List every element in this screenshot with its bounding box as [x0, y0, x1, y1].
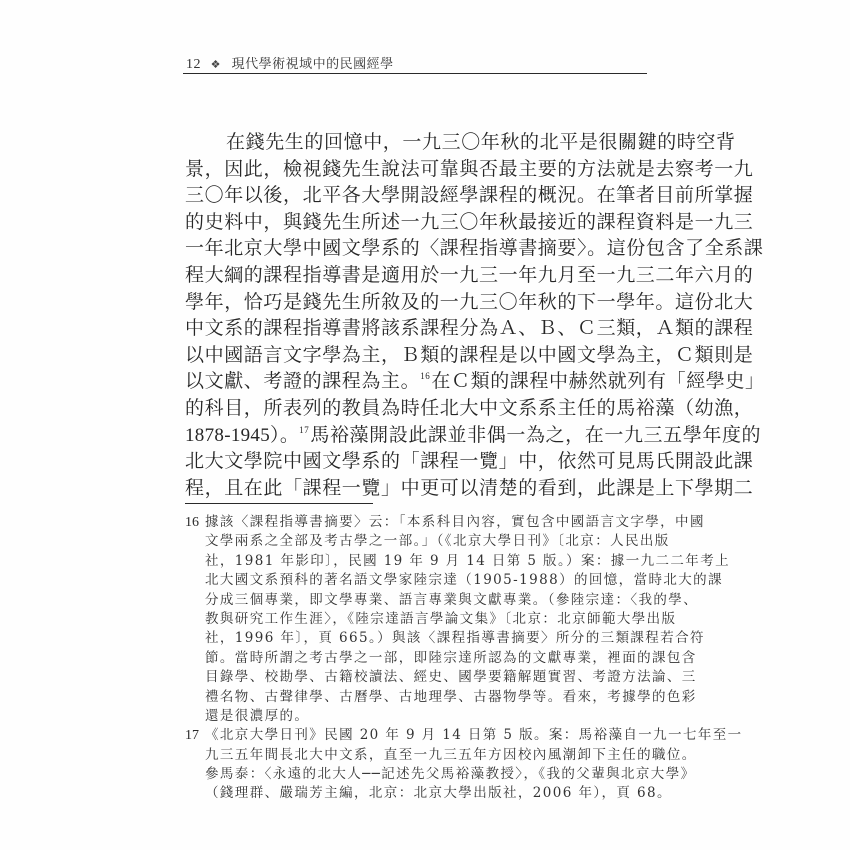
body-line: 在錢先生的回憶中，一九三〇年秋的北平是很關鍵的時空背: [226, 131, 736, 153]
footnote-number: 16: [185, 515, 199, 530]
body-line: 學年，恰巧是錢先生所敘及的一九三〇年秋的下一學年。這份北大: [185, 290, 754, 313]
body-text-segment: 1878-1945）。: [185, 424, 300, 446]
running-head: [186, 57, 394, 73]
footnote-text: 《北京大學日刊》民國 20 年 9 月 14 日第 5 版。案：馬裕藻自一九一七年至一: [205, 727, 743, 744]
body-paragraph: [185, 129, 765, 501]
footnote-17-line: 九三五年間長北大中文系，直至一九三五年方因校內風潮卸下主任的職位。: [205, 746, 697, 763]
body-text-segment: 以文獻、考證的課程為主。: [185, 370, 421, 393]
footnote-16-line: 目錄學、校勘學、古籍校讀法、經史、國學要籍解題實習、考證方法論、三: [205, 669, 697, 686]
body-line: 三〇年以後，北平各大學開設經學課程的概況。在筆者目前所掌握: [185, 184, 754, 207]
footnote-number: 17: [185, 728, 199, 744]
body-line-with-footnote-ref: [185, 422, 762, 449]
body-text-segment: 在Ｃ類的課程中赫然就列有「經學史」: [431, 370, 765, 393]
body-line: 一年北京大學中國文學系的〈課程指導書摘要〉。這份包含了全系課: [185, 237, 764, 260]
footnote-16-line: 社，1981 年影印〕，民國 19 年 9 月 14 日第 5 版。）案：據一九二二年考上: [205, 552, 731, 569]
footnote-17-line: [185, 726, 743, 745]
footnote-separator: [185, 503, 373, 504]
ornament-icon: ❖: [210, 58, 222, 71]
footnote-16-line: 禮名物、古聲律學、古曆學、古地理學、古器物學等。看來，考據學的色彩: [205, 688, 697, 705]
body-line: 北大文學院中國文學系的「課程一覽」中，依然可見馬氏開設此課: [185, 450, 754, 473]
body-line: 以中國語言文字學為主，Ｂ類的課程是以中國文學為主，Ｃ類則是: [185, 343, 754, 366]
footnote-text: 據該〈課程指導書摘要〉云：「本系科目內容，實包含中國語言文字學，中國: [205, 514, 705, 530]
body-line: 中文系的課程指導書將該系課程分為Ａ、Ｂ、Ｃ三類，Ａ類的課程: [185, 317, 754, 340]
footnotes: [185, 513, 743, 804]
footnote-16-line: 還是很濃厚的。: [205, 707, 310, 724]
page-number: 12: [186, 57, 201, 72]
footnote-16-line: 節。當時所謂之考古學之一部，即陸宗達所認為的文獻專業，裡面的課包含: [205, 649, 697, 666]
footnote-16-line: 社，1996 年〕，頁 665。）與該〈課程指導書摘要〉所分的三類課程若合符: [205, 630, 705, 647]
body-line: 景，因此，檢視錢先生說法可靠與否最主要的方法就是去察考一九: [185, 157, 754, 180]
footnote-ref-16[interactable]: 16: [420, 371, 431, 382]
footnote-16-line: 文學兩系之全部及考古學之一部。」（《北京大學日刊》〔北京：人民出版: [205, 533, 670, 550]
body-line: 的史料中，與錢先生所述一九三〇年秋最接近的課程資料是一九三: [185, 210, 754, 233]
body-line: 的科目，所表列的教員為時任北大中文系系主任的馬裕藻（幼漁，: [185, 396, 754, 419]
body-line: 程，且在此「課程一覽」中更可以清楚的看到，此課是上下學期二: [185, 476, 754, 499]
footnote-16-line: 北大國文系預科的著名語文學家陸宗達（1905-1988）的回憶，當時北大的課: [205, 572, 723, 589]
body-line-with-footnote-ref: [185, 368, 765, 395]
body-text-segment: 馬裕藻開設此課並非偶一為之，在一九三五學年度的: [310, 423, 762, 446]
footnote-ref-17[interactable]: 17: [299, 424, 310, 435]
footnote-16-line: 教與研究工作生涯〉，《陸宗達語言學論文集》〔北京：北京師範大學出版: [205, 610, 677, 627]
body-line: 程大綱的課程指導書是適用於一九三一年九月至一九三二年六月的: [185, 263, 754, 286]
footnote-16-line: 分成三個專業，即文學專業、語言專業與文獻專業。（參陸宗達：〈我的學、: [205, 591, 699, 608]
footnote-17-line: （錢理群、嚴瑞芳主編，北京：北京大學出版社，2006 年），頁 68。: [205, 785, 672, 802]
footnote-17-line: 參馬泰：〈永遠的北大人──記述先父馬裕藻教授〉，《我的父輩與北京大學》: [205, 766, 696, 783]
footnote-16-line: [185, 513, 705, 532]
header-rule: [183, 73, 647, 74]
book-title: 現代學術視域中的民國經學: [231, 57, 394, 72]
